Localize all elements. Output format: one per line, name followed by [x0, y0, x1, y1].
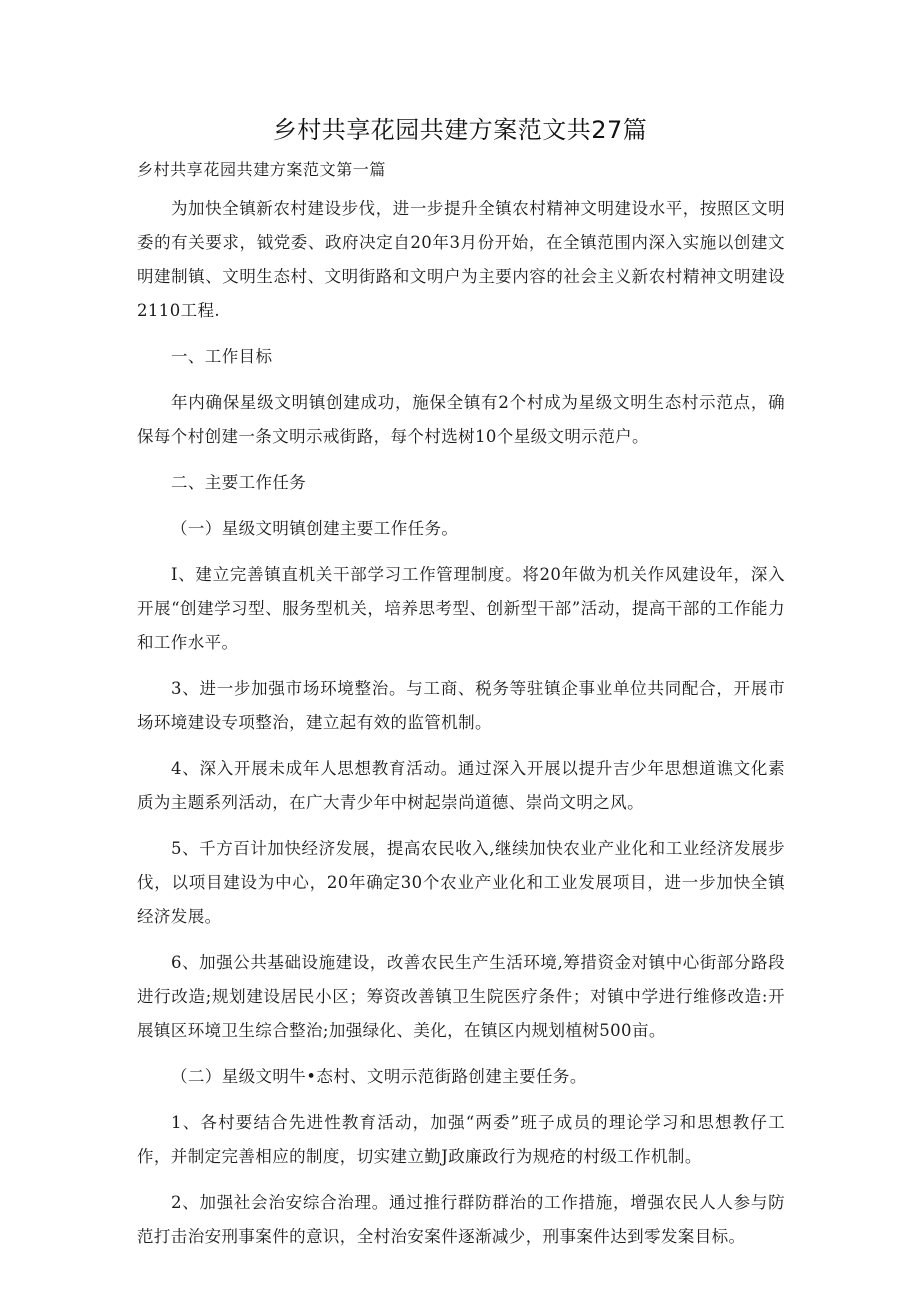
- document-title: 乡村共享花园共建方案范文共27篇: [272, 116, 648, 144]
- paragraph-task-5: 5、千方百计加快经济发展，提高农民收入,继续加快农业产业化和工业经济发展步伐，以项目建设为中心，20年确定30个农业产业化和工业发展项目，进一步加快全镇经济发展。: [137, 839, 785, 926]
- paragraph-village-task-2: 2、加强社会治安综合治理。通过推行群防群治的工作措施，增强农民人人参与防范打击治安刑事案件的意识，全村治安案件逐渐减少，刑事案件达到零发案目标。: [137, 1193, 785, 1246]
- paragraph-task-1: I、建立完善镇直机关干部学习工作管理制度。将20年做为机关作风建设年，深入开展“创建学习型、服务型机关，培养思考型、创新型干部”活动，提高干部的工作能力和工作水平。: [137, 565, 785, 652]
- heading-work-goals: 一、工作目标: [171, 347, 273, 366]
- heading-main-tasks: 二、主要工作任务: [171, 473, 307, 492]
- section-subtitle: 乡村共享花园共建方案范文第一篇: [137, 160, 387, 179]
- paragraph-task-6: 6、加强公共基础设施建设，改善农民生产生活环境,筹措资金对镇中心街部分路段进行改造;规划建设居民小区；筹资改善镇卫生院医疗条件；对镇中学进行维修改造:开展镇区环境卫生综合整治;加强绿化、美化，在镇区内规划植树500亩。: [137, 953, 785, 1040]
- document-body: [137, 158, 785, 1266]
- subheading-town-tasks: （一）星级文明镇创建主要工作任务。: [171, 519, 459, 538]
- paragraph-goals: 年内确保星级文明镇创建成功，施保全镇有2个村成为星级文明生态村示范点，确保每个村创建一条文明示戒街路，每个村选树10个星级文明示范户。: [137, 393, 785, 446]
- paragraph-village-task-1: 1、各村要结合先进性教育活动，加强“两委”班子成员的理论学习和思想教仔工作，并制定完善相应的制度，切实建立勤J政廉政行为规疮的村级工作机制。: [137, 1113, 785, 1166]
- paragraph-intro: 为加快全镇新农村建设步伐，进一步提升全镇农村精神文明建设水平，按照区文明委的有关要求，钺党委、政府决定自20年3月份开始，在全镇范围内深入实施以创建文明建制镇、文明生态村、文明街路和文明户为主要内容的社会主义新农村精神文明建设2110工程.: [137, 199, 785, 320]
- subheading-village-tasks: （二）星级文明牛•态村、文明示范街路创建主要任务。: [171, 1067, 587, 1086]
- paragraph-task-4: 4、深入开展未成年人思想教育活动。通过深入开展以提升吉少年思想道谯文化素质为主题系列活动，在广大青少年中树起崇尚道德、崇尚文明之风。: [137, 759, 785, 812]
- paragraph-task-3: 3、进一步加强市场环境整治。与工商、税务等驻镇企事业单位共同配合，开展市场环境建设专项整治，建立起有效的监管机制。: [137, 679, 785, 732]
